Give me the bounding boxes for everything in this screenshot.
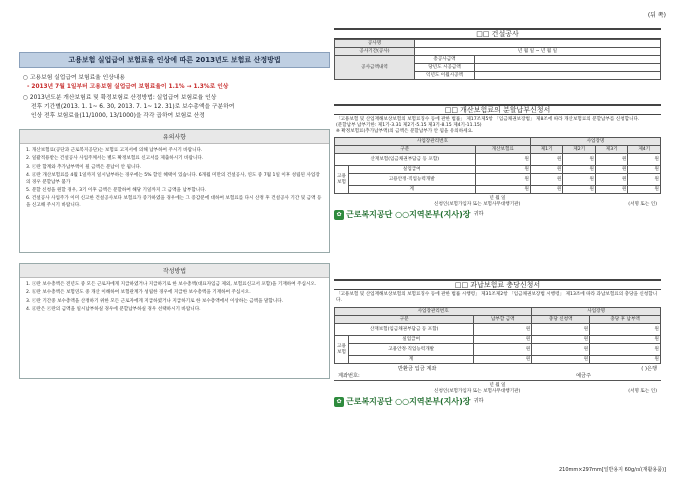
construction-table	[334, 39, 661, 80]
cell[interactable]: 원	[530, 154, 563, 166]
comwel-logo-icon: ✿	[334, 397, 344, 407]
account-number-row	[334, 373, 661, 381]
cell[interactable]: 원	[475, 186, 530, 194]
notice-item: 6. 건설공사 사업주가 이미 신고한 건설공사보다 보험료가 증가하였을 경우에는 그 증감분에 대하여 보험료를 다시 산정 후 건설공사 기간 및 금액 등을 신고해 주시기 바랍니다.	[26, 196, 322, 208]
col-category: 구분	[335, 316, 474, 324]
col-period-2: 제2기	[563, 146, 596, 154]
row-label-industrial: 산재보험(임금채권부담금 등 포함)	[335, 324, 474, 336]
cell[interactable]: 원	[530, 174, 563, 186]
method-heading: 작성방법	[20, 264, 329, 278]
cell[interactable]: 원	[475, 166, 530, 174]
row-label-unemployment: 실업급여	[349, 166, 476, 174]
cell[interactable]: 원	[563, 186, 596, 194]
method-item: 4. ⓓ란은 ⓔ란의 금액을 일시납부하실 경우에 분할납부하실 경우 선택하시기 바랍니다.	[26, 307, 201, 313]
paper-size-footer: 210mm×297mm[일반용지 60g/㎡(재활용품)]	[558, 467, 666, 473]
construction-period-field[interactable]: 년 월 일 ~ 년 월 일	[415, 48, 661, 56]
method-item: 1. ⓐ란 보수총액은 전년도 중 모든 근로자에게 지급하였거나 지급하기로 한 보수총액(대표자임금 제외, 보험료신고서 포함)을 기재하여 주십시오.	[26, 282, 317, 287]
cell[interactable]: 원	[530, 186, 563, 194]
overpayment-applicant-row	[334, 389, 661, 395]
construction-amount-label: 공사금액내역	[335, 56, 415, 80]
cell[interactable]: 원	[532, 356, 590, 364]
cell[interactable]: 원	[628, 174, 661, 186]
overpayment-workplace-name-label: 사업장명	[532, 308, 661, 316]
installment-note: ※ 확정보험료(추가납부액)의 금액은 분할납부가 안 됨을 유의하세요.	[336, 129, 474, 134]
cell[interactable]: 원	[595, 166, 628, 174]
notice-heading: 유의사항	[20, 130, 329, 144]
current-year-amount-label: 당년도 시공금액	[415, 64, 475, 72]
intro-paragraph-3: 인상 전후 보험료율(11/1000, 13/1000)을 각각 곱하여 보험료 산정	[31, 113, 205, 119]
installment-table	[334, 137, 661, 194]
installment-applicant: 신청인(보험가입자 또는 보험사무대행기관)	[434, 202, 521, 207]
construction-section	[334, 28, 661, 80]
notice-item: 2. 일괄적용받는 건설공사 사업주께서는 별도 확정보험료 신고서를 제출하시기 바랍니다.	[26, 156, 204, 162]
intro-rate-change: - 2013년 7월 1일부터 고용보험 실업급여 보험료율이 1.1% → 1.3%로 인상	[27, 84, 229, 90]
cell[interactable]: 원	[590, 356, 661, 364]
method-item: 3. ⓒ란 기간중 보수총액을 산정하기 위한 모든 근로자에게 지급하였거나 지급하기로 한 보수총액에서 이상하는 금액을 말합니다.	[26, 298, 284, 304]
notice-item: 1. 개산보험료(공단과 근로복지공단)는 보험료 고지서에 의해 납부하여 주시기 바랍니다.	[26, 148, 203, 153]
installment-honorific: 귀하	[473, 211, 484, 217]
cell[interactable]: 원	[474, 336, 532, 344]
construction-name-field[interactable]	[415, 40, 661, 48]
account-number-label[interactable]: 계좌번호:	[338, 373, 360, 379]
cell[interactable]: 원	[595, 186, 628, 194]
cell[interactable]: 원	[595, 154, 628, 166]
installment-date: 년 월 일	[489, 196, 506, 201]
notice-box	[19, 129, 330, 253]
overpayment-agency	[334, 396, 661, 407]
construction-period-label: 공사기간(공사)	[335, 48, 415, 56]
col-estimated-premium: 개산보험료	[475, 146, 530, 154]
installment-workplace-name-label: 사업장명	[530, 138, 660, 146]
account-holder-label[interactable]: 예금주	[575, 373, 591, 379]
cell[interactable]: 원	[532, 324, 590, 336]
method-box	[19, 263, 330, 379]
cell[interactable]: 원	[475, 174, 530, 186]
installment-agency	[334, 209, 661, 220]
installment-signature[interactable]: (서명 또는 인)	[628, 202, 657, 207]
overpayment-honorific: 귀하	[473, 398, 484, 404]
row-label-total: 계	[349, 186, 476, 194]
col-after-offset: 충당 후 납부액	[590, 316, 661, 324]
total-amount-label: 총공사금액	[415, 56, 475, 64]
current-year-amount-field[interactable]	[475, 64, 661, 72]
notice-item: 3. ⓒ란 합계와 추가납부액이 될 금액은 분납이 안 됩니다.	[26, 164, 142, 170]
row-label-stability: 고용안정·직업능력개발	[349, 174, 476, 186]
cell[interactable]: 원	[563, 154, 596, 166]
installment-description: 「고용보험 및 산업재해보상보험의 보험료징수 등에 관한 법률」 제17조제5항 「임금채권보장법」 제8조에 따라 개산보험료의 분할납부를 신청합니다.	[336, 117, 640, 122]
construction-name-label: 공사명	[335, 40, 415, 48]
cell[interactable]: 원	[475, 154, 530, 166]
cell[interactable]: 원	[628, 166, 661, 174]
installment-applicant-row	[334, 202, 661, 208]
installment-title: □□ 개산보험료의 분할납부신청서	[334, 104, 661, 115]
col-category: 구분	[335, 146, 476, 154]
cell[interactable]: 원	[590, 344, 661, 356]
page-side-label: (뒤 쪽)	[647, 12, 666, 19]
bank-name-field[interactable]: ( )은행	[641, 366, 657, 372]
cell[interactable]: 원	[532, 336, 590, 344]
col-period-1: 제1기	[530, 146, 563, 154]
cell[interactable]: 원	[595, 174, 628, 186]
overpayment-table	[334, 307, 661, 364]
comwel-logo-icon: ✿	[334, 210, 344, 220]
row-label-unemployment: 실업급여	[349, 336, 474, 344]
overpayment-agency-name: 근로복지공단 ○○지역본부(지사)장	[346, 397, 471, 406]
intro-paragraph-2: 전후 기간별(2013. 1. 1~ 6. 30, 2013. 7. 1~ 12. 31)로 보수총액을 구분하여	[31, 104, 235, 110]
intro-paragraph-1: ○ 2013년도분 개산보험료 및 확정보험료 산정방법: 실업급여 보험료율 인상	[23, 95, 217, 101]
col-period-4: 제4기	[628, 146, 661, 154]
row-label-total: 계	[349, 356, 474, 364]
notice-item: 5. 분할 신청을 원할 경우, 3기 이후 금액은 분할하여 해당 기일까지 그 금액을 납부합니다.	[26, 188, 207, 194]
row-label-stability: 고용안정·직업능력개발	[349, 344, 474, 356]
cell[interactable]: 원	[628, 186, 661, 194]
overpayment-section	[334, 279, 661, 407]
overpayment-workplace-number-label: 사업장관리번호	[335, 308, 532, 316]
cell[interactable]: 원	[590, 324, 661, 336]
total-amount-field[interactable]	[475, 56, 661, 64]
cell[interactable]: 원	[530, 166, 563, 174]
notice-list	[20, 144, 329, 210]
overpayment-applicant: 신청인(보험가입자 또는 보험사무대행기관)	[434, 389, 521, 394]
cell[interactable]: 원	[563, 174, 596, 186]
installment-workplace-number-label: 사업장관리번호	[335, 138, 531, 146]
installment-agency-name: 근로복지공단 ○○지역본부(지사)장	[346, 210, 471, 219]
cell[interactable]: 원	[474, 344, 532, 356]
row-label-industrial: 산재보험(임금채권부담금 등 포함)	[335, 154, 476, 166]
cell[interactable]: 원	[628, 154, 661, 166]
method-list	[20, 278, 329, 315]
calculation-method-title: 고용보험 실업급여 보험료율 인상에 따른 2013년도 보험료 산정방법	[19, 52, 330, 68]
overpayment-signature[interactable]: (서명 또는 인)	[628, 389, 657, 394]
method-item: 2. ⓑ란 보수총액은 보험연도 중 개산 이해하여 보험관계가 성립한 경우에 지급한 보수총액을 기재하여 주십시오.	[26, 290, 251, 296]
employment-insurance-group-label: 고용보험	[335, 166, 349, 194]
intro-section	[19, 68, 330, 121]
installment-deadline: (분할납부 납부기한: 제1기-3.31 제2기-5.15 제3기-8.15 제4기-11.15)	[336, 123, 482, 128]
next-year-amount-label: 익년도 이월시공액	[415, 72, 475, 80]
col-offset-requested: 충당 신청액	[532, 316, 590, 324]
left-column	[19, 52, 330, 379]
overpayment-description: 「고용보험 및 산업재해보상보험의 보험료징수 등에 관한 법률 시행령」 제31조제2항 「임금채권보장법 시행령」 제13조에 따라 과납보험료의 충당을 신청합니다.	[336, 292, 658, 303]
refund-account-row	[334, 364, 661, 373]
cell[interactable]: 원	[563, 166, 596, 174]
notice-item: 4. ⓓ란 개산보험료를 4월 1일까지 일시납부하는 경우에는 5% 할인 혜택이 있습니다. 6개월 미만의 건설공사, 연도 중 7월 1일 이후 성립된 사업장의 경우 분할납부 불가	[26, 173, 320, 185]
next-year-amount-field[interactable]	[475, 72, 661, 80]
refund-account-label: 반환금 입금 계좌	[398, 366, 437, 372]
cell[interactable]: 원	[532, 344, 590, 356]
intro-heading: ○ 고용보험 실업급여 보험료율 인상내용	[23, 75, 126, 81]
overpayment-title: □□ 과납보험료 충당신청서	[334, 279, 661, 290]
installment-section	[334, 104, 661, 220]
cell[interactable]: 원	[590, 336, 661, 344]
col-period-3: 제3기	[595, 146, 628, 154]
cell[interactable]: 원	[474, 324, 532, 336]
employment-insurance-group-label: 고용보험	[335, 336, 349, 364]
cell[interactable]: 원	[474, 356, 532, 364]
construction-title: □□ 건설공사	[334, 28, 661, 39]
overpayment-date: 년 월 일	[489, 383, 506, 388]
col-amount-due: 납부할 금액	[474, 316, 532, 324]
